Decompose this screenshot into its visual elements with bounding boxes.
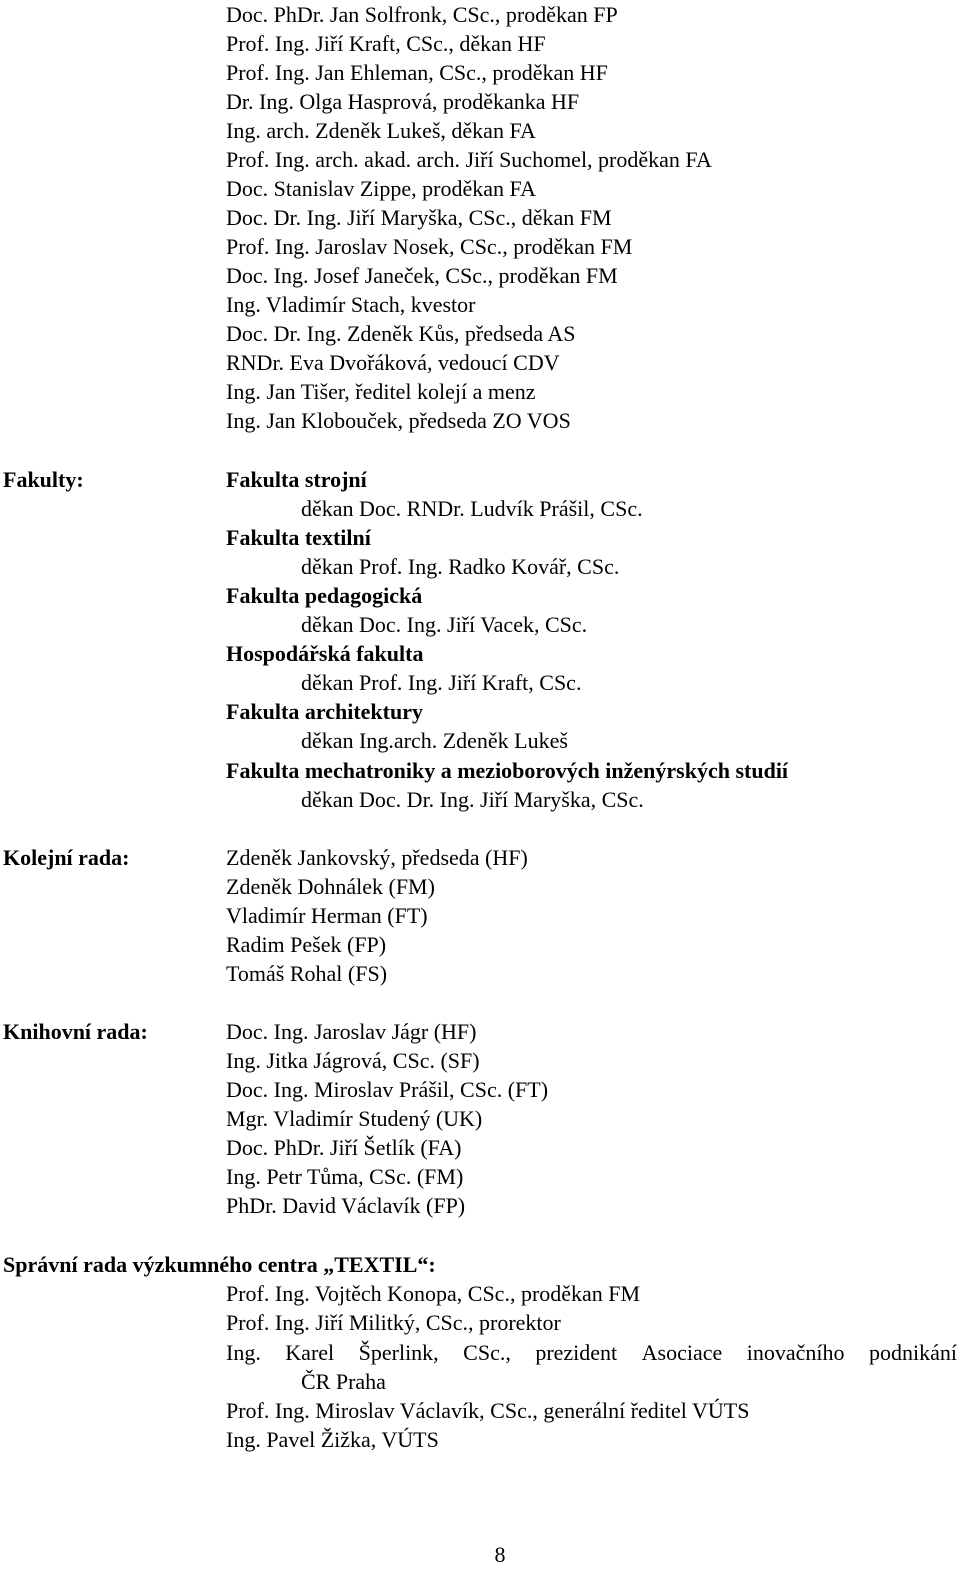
faculty-dean: děkan Prof. Ing. Jiří Kraft, CSc. <box>301 670 582 695</box>
official-line: Prof. Ing. Jiří Kraft, CSc., děkan HF <box>226 31 546 56</box>
word: podnikání <box>868 1340 957 1365</box>
official-line: Doc. Dr. Ing. Zdeněk Kůs, předseda AS <box>226 321 576 346</box>
dorm-council-label: Kolejní rada: <box>3 845 130 870</box>
faculty-name: Fakulta textilní <box>226 525 371 550</box>
word: Karel <box>285 1340 335 1365</box>
official-line: Prof. Ing. Jan Ehleman, CSc., proděkan HF <box>226 60 608 85</box>
textil-board-member-continuation: ČR Praha <box>301 1369 386 1394</box>
faculty-name: Fakulta mechatroniky a mezioborových inženýrských studií <box>226 758 789 783</box>
faculty-name: Hospodářská fakulta <box>226 641 424 666</box>
word: CSc., <box>463 1340 511 1365</box>
faculty-dean: děkan Doc. RNDr. Ludvík Prášil, CSc. <box>301 496 643 521</box>
faculty-name: Fakulta pedagogická <box>226 583 423 608</box>
textil-board-heading: Správní rada výzkumného centra „TEXTIL“: <box>3 1252 436 1277</box>
library-council-member: Ing. Jitka Jágrová, CSc. (SF) <box>226 1048 480 1073</box>
official-line: Ing. arch. Zdeněk Lukeš, děkan FA <box>226 118 536 143</box>
faculty-name: Fakulta strojní <box>226 467 367 492</box>
page-number: 8 <box>494 1542 506 1567</box>
faculty-dean: děkan Doc. Ing. Jiří Vacek, CSc. <box>301 612 588 637</box>
word: Asociace <box>641 1340 723 1365</box>
dorm-council-member: Zdeněk Jankovský, předseda (HF) <box>226 845 528 870</box>
faculty-dean: děkan Ing.arch. Zdeněk Lukeš <box>301 728 568 753</box>
official-line: Doc. PhDr. Jan Solfronk, CSc., proděkan FP <box>226 2 618 27</box>
library-council-member: Ing. Petr Tůma, CSc. (FM) <box>226 1164 464 1189</box>
library-council-member: Doc. Ing. Miroslav Prášil, CSc. (FT) <box>226 1077 549 1102</box>
library-council-member: Doc. PhDr. Jiří Šetlík (FA) <box>226 1135 462 1160</box>
faculties-label: Fakulty: <box>3 467 84 492</box>
word: inovačního <box>746 1340 845 1365</box>
library-council-member: PhDr. David Václavík (FP) <box>226 1193 466 1218</box>
official-line: Prof. Ing. arch. akad. arch. Jiří Suchomel, proděkan FA <box>226 147 712 172</box>
library-council-member: Doc. Ing. Jaroslav Jágr (HF) <box>226 1019 477 1044</box>
textil-board-member: Prof. Ing. Vojtěch Konopa, CSc., proděkan FM <box>226 1281 641 1306</box>
faculty-name: Fakulta architektury <box>226 699 423 724</box>
dorm-council-member: Vladimír Herman (FT) <box>226 903 428 928</box>
library-council-member: Mgr. Vladimír Studený (UK) <box>226 1106 483 1131</box>
dorm-council-member: Radim Pešek (FP) <box>226 932 387 957</box>
official-line: Doc. Dr. Ing. Jiří Maryška, CSc., děkan FM <box>226 205 612 230</box>
word: Ing. <box>226 1340 261 1365</box>
official-line: Prof. Ing. Jaroslav Nosek, CSc., proděkan FM <box>226 234 633 259</box>
official-line: Doc. Stanislav Zippe, proděkan FA <box>226 176 536 201</box>
dorm-council-member: Zdeněk Dohnálek (FM) <box>226 874 435 899</box>
word: prezident <box>535 1340 618 1365</box>
official-line: Doc. Ing. Josef Janeček, CSc., proděkan FM <box>226 263 618 288</box>
official-line: Ing. Jan Tišer, ředitel kolejí a menz <box>226 379 536 404</box>
official-line: Dr. Ing. Olga Hasprová, proděkanka HF <box>226 89 580 114</box>
textil-board-member: Prof. Ing. Jiří Militký, CSc., prorektor <box>226 1310 561 1335</box>
official-line: Ing. Jan Klobouček, předseda ZO VOS <box>226 408 571 433</box>
official-line: RNDr. Eva Dvořáková, vedoucí CDV <box>226 350 560 375</box>
faculty-dean: děkan Doc. Dr. Ing. Jiří Maryška, CSc. <box>301 787 644 812</box>
textil-board-member: Prof. Ing. Miroslav Václavík, CSc., generální ředitel VÚTS <box>226 1398 750 1423</box>
textil-board-member-justified <box>226 1338 957 1367</box>
library-council-label: Knihovní rada: <box>3 1019 148 1044</box>
faculty-dean: děkan Prof. Ing. Radko Kovář, CSc. <box>301 554 620 579</box>
word: Šperlink, <box>358 1340 439 1365</box>
dorm-council-member: Tomáš Rohal (FS) <box>226 961 388 986</box>
textil-board-member: Ing. Pavel Žižka, VÚTS <box>226 1427 439 1452</box>
official-line: Ing. Vladimír Stach, kvestor <box>226 292 476 317</box>
